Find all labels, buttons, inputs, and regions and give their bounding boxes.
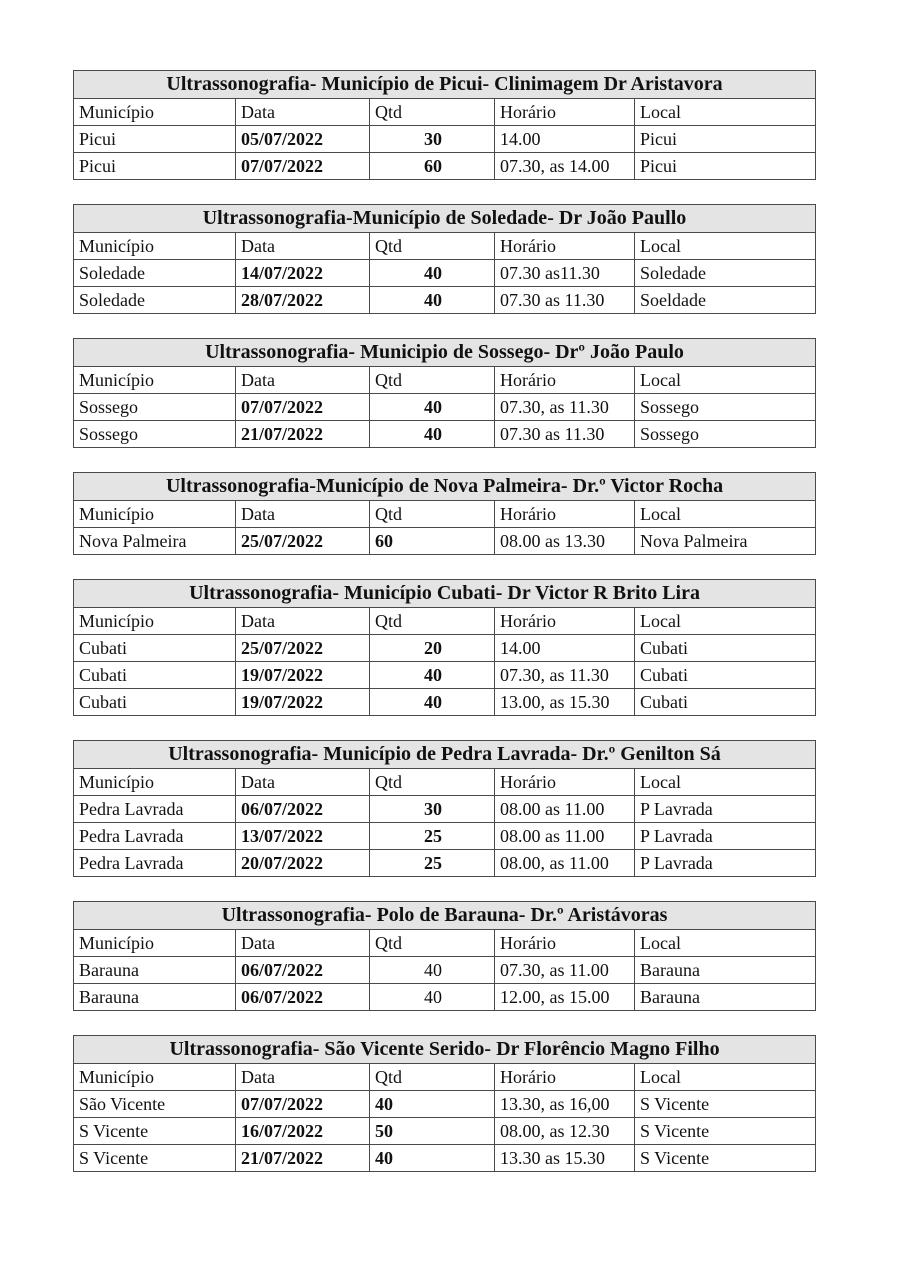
cell-horario: 14.00 xyxy=(495,635,635,662)
column-header: Horário xyxy=(495,501,635,528)
section-title: Ultrassonografia- Município de Picui- Clinimagem Dr Aristavora xyxy=(74,71,816,99)
cell-qtd: 50 xyxy=(370,1118,495,1145)
cell-data: 28/07/2022 xyxy=(236,287,370,314)
cell-horario: 08.00 as 11.00 xyxy=(495,823,635,850)
cell-data: 25/07/2022 xyxy=(236,635,370,662)
cell-municipio: Soledade xyxy=(74,260,236,287)
cell-horario: 07.30, as 14.00 xyxy=(495,153,635,180)
column-header-row xyxy=(74,367,816,394)
section-title: Ultrassonografia-Município de Soledade- Dr João Paullo xyxy=(74,205,816,233)
cell-municipio: Cubati xyxy=(74,662,236,689)
cell-data: 14/07/2022 xyxy=(236,260,370,287)
cell-local: S Vicente xyxy=(635,1145,816,1172)
cell-horario: 07.30, as 11.30 xyxy=(495,662,635,689)
cell-local: Sossego xyxy=(635,421,816,448)
column-header: Município xyxy=(74,501,236,528)
schedule-table xyxy=(73,740,816,877)
cell-qtd: 25 xyxy=(370,823,495,850)
cell-local: Cubati xyxy=(635,689,816,716)
table-row xyxy=(74,823,816,850)
column-header: Local xyxy=(635,233,816,260)
column-header: Horário xyxy=(495,99,635,126)
section-title: Ultrassonografia- Polo de Barauna- Dr.º Aristávoras xyxy=(74,902,816,930)
column-header: Horário xyxy=(495,367,635,394)
column-header-row xyxy=(74,930,816,957)
cell-municipio: Pedra Lavrada xyxy=(74,850,236,877)
table-row xyxy=(74,957,816,984)
column-header: Data xyxy=(236,930,370,957)
cell-data: 07/07/2022 xyxy=(236,153,370,180)
cell-data: 05/07/2022 xyxy=(236,126,370,153)
section-spacer xyxy=(73,555,815,579)
cell-local: Picui xyxy=(635,126,816,153)
column-header: Horário xyxy=(495,608,635,635)
column-header: Local xyxy=(635,1064,816,1091)
column-header: Município xyxy=(74,930,236,957)
cell-qtd: 60 xyxy=(370,528,495,555)
cell-local: Soeldade xyxy=(635,287,816,314)
column-header: Qtd xyxy=(370,608,495,635)
column-header: Data xyxy=(236,367,370,394)
schedule-table xyxy=(73,70,816,180)
table-row xyxy=(74,528,816,555)
column-header-row xyxy=(74,1064,816,1091)
cell-horario: 08.00 as 13.30 xyxy=(495,528,635,555)
cell-municipio: Pedra Lavrada xyxy=(74,823,236,850)
cell-data: 19/07/2022 xyxy=(236,689,370,716)
column-header: Data xyxy=(236,769,370,796)
cell-horario: 08.00 as 11.00 xyxy=(495,796,635,823)
section-spacer xyxy=(73,448,815,472)
cell-horario: 07.30, as 11.00 xyxy=(495,957,635,984)
table-row xyxy=(74,394,816,421)
cell-qtd: 40 xyxy=(370,957,495,984)
cell-horario: 08.00, as 12.30 xyxy=(495,1118,635,1145)
cell-qtd: 30 xyxy=(370,796,495,823)
cell-data: 20/07/2022 xyxy=(236,850,370,877)
cell-municipio: Picui xyxy=(74,126,236,153)
cell-municipio: Cubati xyxy=(74,635,236,662)
table-row xyxy=(74,850,816,877)
column-header: Município xyxy=(74,367,236,394)
column-header: Horário xyxy=(495,233,635,260)
cell-horario: 07.30 as 11.30 xyxy=(495,287,635,314)
cell-municipio: Picui xyxy=(74,153,236,180)
column-header: Local xyxy=(635,501,816,528)
section-spacer xyxy=(73,314,815,338)
cell-qtd: 40 xyxy=(370,260,495,287)
schedule-table xyxy=(73,204,816,314)
section-title: Ultrassonografia-Município de Nova Palmeira- Dr.º Victor Rocha xyxy=(74,473,816,501)
column-header: Local xyxy=(635,769,816,796)
cell-municipio: São Vicente xyxy=(74,1091,236,1118)
cell-data: 07/07/2022 xyxy=(236,1091,370,1118)
column-header-row xyxy=(74,608,816,635)
table-row xyxy=(74,153,816,180)
cell-local: S Vicente xyxy=(635,1091,816,1118)
column-header: Qtd xyxy=(370,1064,495,1091)
cell-municipio: Sossego xyxy=(74,394,236,421)
column-header: Data xyxy=(236,99,370,126)
cell-qtd: 40 xyxy=(370,1091,495,1118)
cell-qtd: 40 xyxy=(370,689,495,716)
cell-local: Sossego xyxy=(635,394,816,421)
cell-data: 19/07/2022 xyxy=(236,662,370,689)
cell-qtd: 40 xyxy=(370,1145,495,1172)
cell-data: 16/07/2022 xyxy=(236,1118,370,1145)
cell-qtd: 20 xyxy=(370,635,495,662)
section-title: Ultrassonografia- Municipio de Sossego- Drº João Paulo xyxy=(74,339,816,367)
cell-qtd: 25 xyxy=(370,850,495,877)
cell-qtd: 40 xyxy=(370,662,495,689)
cell-local: Soledade xyxy=(635,260,816,287)
table-row xyxy=(74,635,816,662)
document-body xyxy=(73,70,815,1172)
cell-horario: 14.00 xyxy=(495,126,635,153)
column-header: Local xyxy=(635,367,816,394)
cell-local: Barauna xyxy=(635,984,816,1011)
table-row xyxy=(74,689,816,716)
section-title: Ultrassonografia- São Vicente Serido- Dr Florêncio Magno Filho xyxy=(74,1036,816,1064)
column-header: Local xyxy=(635,930,816,957)
cell-horario: 08.00, as 11.00 xyxy=(495,850,635,877)
schedule-table xyxy=(73,338,816,448)
cell-horario: 13.30, as 16,00 xyxy=(495,1091,635,1118)
cell-local: Barauna xyxy=(635,957,816,984)
cell-data: 21/07/2022 xyxy=(236,1145,370,1172)
table-row xyxy=(74,260,816,287)
cell-qtd: 40 xyxy=(370,421,495,448)
table-row xyxy=(74,984,816,1011)
column-header: Município xyxy=(74,233,236,260)
cell-municipio: Barauna xyxy=(74,984,236,1011)
column-header-row xyxy=(74,501,816,528)
section-spacer xyxy=(73,180,815,204)
column-header-row xyxy=(74,233,816,260)
cell-horario: 13.00, as 15.30 xyxy=(495,689,635,716)
section-title: Ultrassonografia- Município de Pedra Lavrada- Dr.º Genilton Sá xyxy=(74,741,816,769)
column-header: Qtd xyxy=(370,367,495,394)
column-header: Data xyxy=(236,501,370,528)
cell-qtd: 40 xyxy=(370,287,495,314)
table-row xyxy=(74,1145,816,1172)
column-header: Local xyxy=(635,99,816,126)
column-header: Horário xyxy=(495,769,635,796)
cell-data: 25/07/2022 xyxy=(236,528,370,555)
column-header-row xyxy=(74,99,816,126)
table-row xyxy=(74,287,816,314)
cell-qtd: 60 xyxy=(370,153,495,180)
cell-local: Picui xyxy=(635,153,816,180)
table-row xyxy=(74,1091,816,1118)
cell-local: Cubati xyxy=(635,635,816,662)
cell-municipio: Barauna xyxy=(74,957,236,984)
cell-municipio: S Vicente xyxy=(74,1118,236,1145)
column-header: Qtd xyxy=(370,233,495,260)
column-header: Município xyxy=(74,769,236,796)
column-header: Data xyxy=(236,608,370,635)
cell-local: P Lavrada xyxy=(635,796,816,823)
cell-municipio: Soledade xyxy=(74,287,236,314)
column-header: Qtd xyxy=(370,501,495,528)
cell-horario: 07.30, as 11.30 xyxy=(495,394,635,421)
cell-horario: 12.00, as 15.00 xyxy=(495,984,635,1011)
column-header: Qtd xyxy=(370,99,495,126)
cell-local: P Lavrada xyxy=(635,850,816,877)
column-header: Qtd xyxy=(370,769,495,796)
section-title: Ultrassonografia- Município Cubati- Dr Victor R Brito Lira xyxy=(74,580,816,608)
cell-data: 21/07/2022 xyxy=(236,421,370,448)
table-row xyxy=(74,1118,816,1145)
cell-qtd: 40 xyxy=(370,394,495,421)
schedule-table xyxy=(73,901,816,1011)
cell-municipio: Cubati xyxy=(74,689,236,716)
cell-data: 06/07/2022 xyxy=(236,957,370,984)
cell-data: 06/07/2022 xyxy=(236,796,370,823)
cell-horario: 07.30 as 11.30 xyxy=(495,421,635,448)
column-header: Município xyxy=(74,608,236,635)
cell-data: 07/07/2022 xyxy=(236,394,370,421)
schedule-table xyxy=(73,472,816,555)
column-header: Local xyxy=(635,608,816,635)
cell-qtd: 30 xyxy=(370,126,495,153)
column-header: Município xyxy=(74,99,236,126)
section-spacer xyxy=(73,716,815,740)
schedule-table xyxy=(73,579,816,716)
column-header: Horário xyxy=(495,930,635,957)
cell-municipio: Nova Palmeira xyxy=(74,528,236,555)
cell-municipio: Sossego xyxy=(74,421,236,448)
section-spacer xyxy=(73,1011,815,1035)
cell-horario: 07.30 as11.30 xyxy=(495,260,635,287)
section-spacer xyxy=(73,877,815,901)
column-header: Horário xyxy=(495,1064,635,1091)
cell-qtd: 40 xyxy=(370,984,495,1011)
column-header: Qtd xyxy=(370,930,495,957)
cell-local: Nova Palmeira xyxy=(635,528,816,555)
column-header: Data xyxy=(236,233,370,260)
table-row xyxy=(74,662,816,689)
table-row xyxy=(74,126,816,153)
cell-local: P Lavrada xyxy=(635,823,816,850)
cell-municipio: S Vicente xyxy=(74,1145,236,1172)
cell-municipio: Pedra Lavrada xyxy=(74,796,236,823)
cell-local: Cubati xyxy=(635,662,816,689)
table-row xyxy=(74,796,816,823)
column-header-row xyxy=(74,769,816,796)
column-header: Data xyxy=(236,1064,370,1091)
cell-data: 06/07/2022 xyxy=(236,984,370,1011)
cell-horario: 13.30 as 15.30 xyxy=(495,1145,635,1172)
cell-local: S Vicente xyxy=(635,1118,816,1145)
table-row xyxy=(74,421,816,448)
cell-data: 13/07/2022 xyxy=(236,823,370,850)
column-header: Município xyxy=(74,1064,236,1091)
schedule-table xyxy=(73,1035,816,1172)
